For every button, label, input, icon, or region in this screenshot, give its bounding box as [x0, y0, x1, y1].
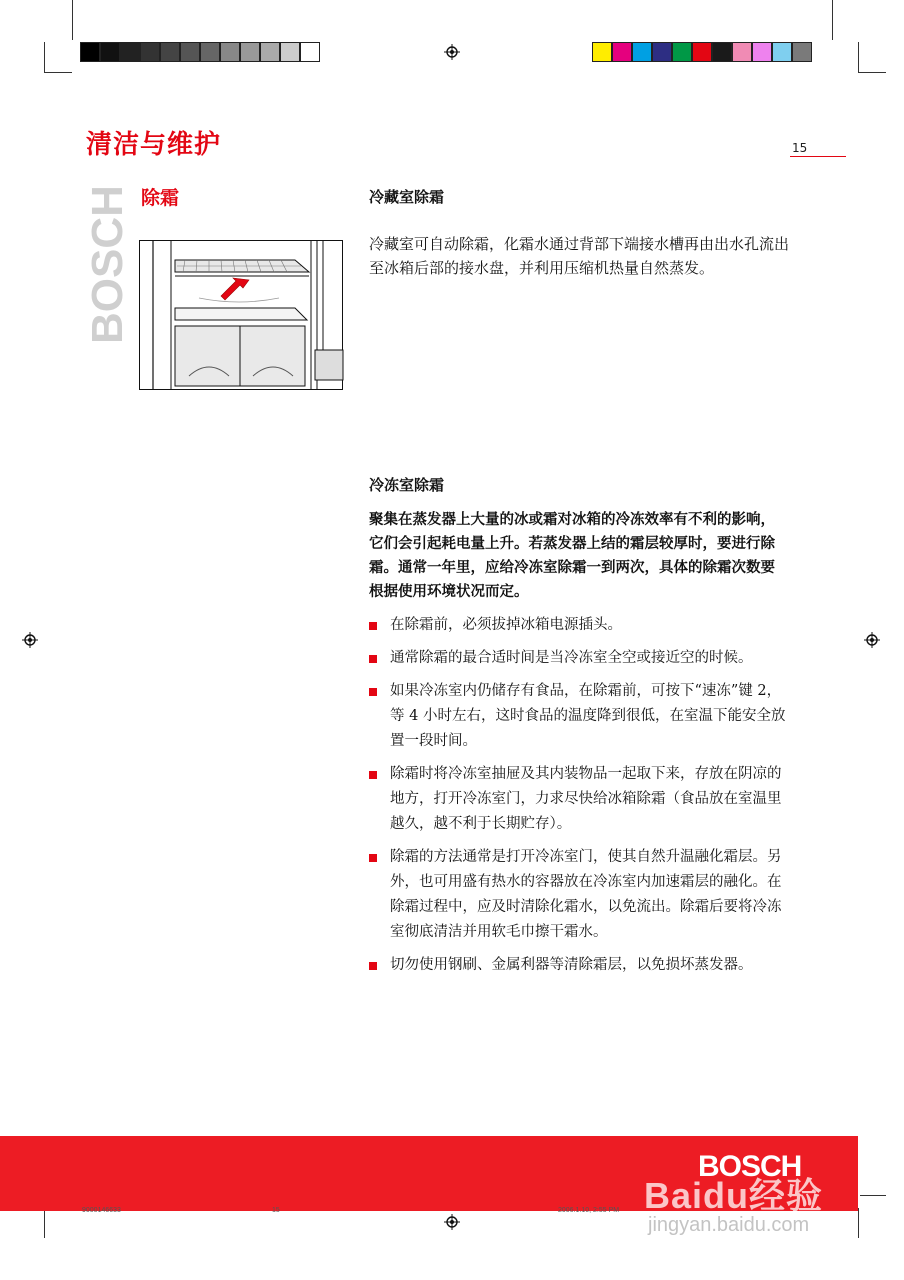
calibration-swatch [652, 42, 672, 62]
calibration-swatch [592, 42, 612, 62]
crop-mark [72, 0, 73, 40]
crop-mark [44, 42, 45, 72]
subsection-title: 除霜 [141, 187, 180, 209]
footer-timestamp: 2006.1.10, 2:55 PM [558, 1207, 620, 1214]
bullet-square-icon [369, 622, 377, 630]
crop-mark [858, 72, 886, 73]
crop-mark [832, 0, 833, 40]
crop-mark [44, 72, 72, 73]
list-item-text: 在除霜前，必须拔掉冰箱电源插头。 [390, 617, 622, 633]
grayscale-calibration-bar [80, 42, 320, 62]
crop-mark [858, 1208, 859, 1238]
calibration-swatch [772, 42, 792, 62]
registration-mark-icon [444, 44, 460, 60]
calibration-swatch [732, 42, 752, 62]
list-item-text: 除霜的方法通常是打开冷冻室门，使其自然升温融化霜层。另外，也可用盛有热水的容器放在冷冻室内加速霜层的融化。在除霜过程中，应及时清除化霜水，以免流出。除霜后要将冷冻室彻底清洁并用软毛巾擦干霜水。 [390, 849, 782, 940]
calibration-swatch [300, 42, 320, 62]
list-item-text: 除霜时将冷冻室抽屉及其内装物品一起取下来，存放在阴凉的地方，打开冷冻室门，力求尽快给冰箱除霜（食品放在室温里越久，越不利于长期贮存）。 [390, 766, 782, 832]
page-number: 15 [792, 141, 808, 155]
watermark-url: jingyan.baidu.com [648, 1214, 810, 1236]
bosch-vertical-logo [83, 185, 132, 346]
calibration-swatch [180, 42, 200, 62]
fridge-defrost-text: 冷藏室可自动除霜，化霜水通过背部下端接水槽再由出水孔流出至冰箱后部的接水盘，并利用压缩机热量自然蒸发。 [369, 235, 790, 277]
list-item [369, 679, 789, 754]
list-item-text: 通常除霜的最合适时间是当冷冻室全空或接近空的时候。 [390, 650, 753, 666]
calibration-swatch [612, 42, 632, 62]
list-item-text: 切勿使用钢刷、金属利器等清除霜层，以免损坏蒸发器。 [390, 957, 753, 973]
calibration-swatch [260, 42, 280, 62]
calibration-swatch [200, 42, 220, 62]
defrost-instructions-list [369, 613, 789, 986]
fridge-interior-illustration [139, 240, 343, 390]
list-item [369, 953, 789, 978]
registration-mark-icon [864, 632, 880, 648]
calibration-swatch [672, 42, 692, 62]
calibration-swatch [752, 42, 772, 62]
crop-mark [44, 1208, 45, 1238]
footer-doc-code: 9000146633 [82, 1207, 121, 1214]
fridge-defrost-heading: 冷藏室除霜 [369, 188, 445, 206]
page-number-rule [790, 156, 846, 157]
footer-page: 15 [272, 1207, 280, 1214]
list-item-text: 如果冷冻室内仍储存有食品，在除霜前，可按下“速冻”键 2，等 4 小时左右，这时食品的温度降到很低，在室温下能安全放置一段时间。 [390, 683, 786, 749]
registration-mark-icon [22, 632, 38, 648]
calibration-swatch [140, 42, 160, 62]
list-item [369, 646, 789, 671]
bullet-square-icon [369, 688, 377, 696]
bullet-square-icon [369, 962, 377, 970]
page-title: 清洁与维护 [86, 130, 222, 160]
bosch-vertical-text: BOSCH [83, 185, 132, 344]
calibration-swatch [792, 42, 812, 62]
registration-mark-icon [444, 1214, 460, 1230]
watermark-logo: Baidu经验 [644, 1175, 824, 1216]
calibration-swatch [240, 42, 260, 62]
list-item [369, 613, 789, 638]
calibration-swatch [80, 42, 100, 62]
list-item [369, 762, 789, 837]
calibration-swatch [120, 42, 140, 62]
calibration-swatch [632, 42, 652, 62]
bullet-square-icon [369, 771, 377, 779]
calibration-swatch [100, 42, 120, 62]
calibration-swatch [220, 42, 240, 62]
calibration-swatch [712, 42, 732, 62]
bullet-square-icon [369, 655, 377, 663]
freezer-defrost-heading: 冷冻室除霜 [369, 476, 445, 494]
calibration-swatch [280, 42, 300, 62]
freezer-defrost-intro: 聚集在蒸发器上大量的冰或霜对冰箱的冷冻效率有不利的影响，它们会引起耗电量上升。若蒸发器上结的霜层较厚时，要进行除霜。通常一年里，应给冷冻室除霜一到两次，具体的除霜次数要根据使用环境状况而定。 [369, 512, 775, 600]
bullet-square-icon [369, 854, 377, 862]
footer-brand-logo: BOSCH [698, 1150, 802, 1183]
list-item [369, 845, 789, 945]
color-calibration-bar [592, 42, 812, 62]
calibration-swatch [160, 42, 180, 62]
crop-mark [860, 1195, 886, 1196]
calibration-swatch [692, 42, 712, 62]
crop-mark [858, 42, 859, 72]
